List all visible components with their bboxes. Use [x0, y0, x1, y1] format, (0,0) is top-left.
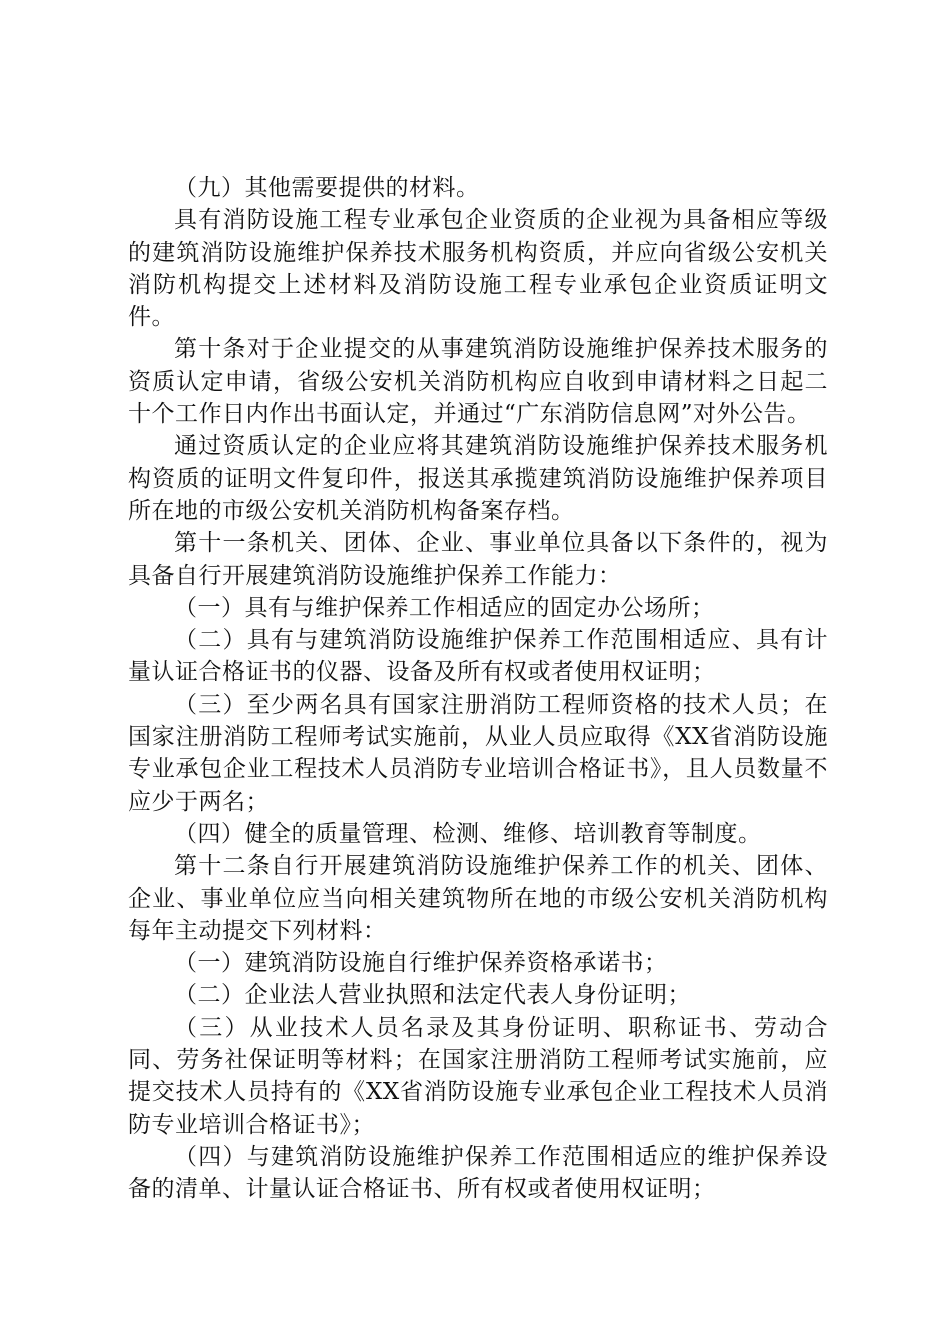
paragraph-article-11-item-4: （四）健全的质量管理、检测、维修、培训教育等制度。: [174, 820, 762, 847]
paragraph-filing-requirement: 通过资质认定的企业应将其建筑消防设施维护保养技术服务机构资质的证明文件复印件，报送其承揽建筑消防设施维护保养项目所在地的市级公安机关消防机构备案存档。: [128, 433, 828, 524]
paragraph-article-12-item-4: （四）与建筑消防设施维护保养工作范围相适应的维护保养设备的清单、计量认证合格证书、所有权或者使用权证明；: [128, 1143, 828, 1203]
paragraph-article-10: 第十条对于企业提交的从事建筑消防设施维护保养技术服务的资质认定申请，省级公安机关消防机构应自收到申请材料之日起二十个工作日内作出书面认定，并通过“广东消防信息网”对外公告。: [128, 336, 828, 428]
paragraph-article-11-item-3: （三）至少两名具有国家注册消防工程师资格的技术人员；在国家注册消防工程师考试实施前，从业人员应取得《XX省消防设施专业承包企业工程技术人员消防专业培训合格证书》，且人员数量不应少于两名；: [128, 691, 828, 815]
paragraph-item-9-other-materials: （九）其他需要提供的材料。: [174, 175, 480, 201]
paragraph-article-11-item-1: （一）具有与维护保养工作相适应的固定办公场所；: [174, 594, 715, 621]
paragraph-article-11: 第十一条机关、团体、企业、事业单位具备以下条件的，视为具备自行开展建筑消防设施维护保养工作能力：: [128, 530, 828, 589]
paragraph-article-12: 第十二条自行开展建筑消防设施维护保养工作的机关、团体、企业、事业单位应当向相关建筑物所在地的市级公安机关消防机构每年主动提交下列材料：: [128, 853, 828, 944]
paragraph-article-12-item-3: （三）从业技术人员名录及其身份证明、职称证书、劳动合同、劳务社保证明等材料；在国家注册消防工程师考试实施前，应提交技术人员持有的《XX省消防设施专业承包企业工程技术人员消防专业培训合格证书》；: [128, 1014, 828, 1138]
document-body: [128, 172, 828, 1206]
paragraph-article-11-item-2: （二）具有与建筑消防设施维护保养工作范围相适应、具有计量认证合格证书的仪器、设备及所有权或者使用权证明；: [128, 627, 828, 686]
paragraph-article-12-item-1: （一）建筑消防设施自行维护保养资格承诺书；: [174, 950, 668, 977]
paragraph-qualification-equivalence: 具有消防设施工程专业承包企业资质的企业视为具备相应等级的建筑消防设施维护保养技术服务机构资质，并应向省级公安机关消防机构提交上述材料及消防设施工程专业承包企业资质证明文件。: [128, 207, 828, 331]
paragraph-article-12-item-2: （二）企业法人营业执照和法定代表人身份证明；: [174, 982, 691, 1009]
